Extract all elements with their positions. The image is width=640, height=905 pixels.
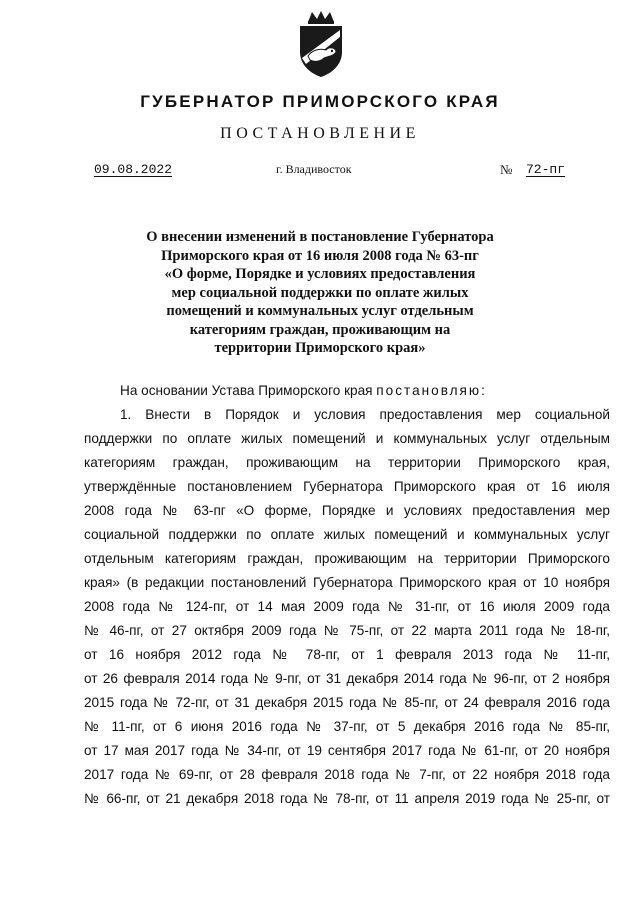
body-line: № 11-пг, от 6 июня 2016 года № 37-пг, от 5 декабря 2016 года № 85-пг, — [84, 719, 610, 734]
body-line: № 46-пг, от 27 октября 2009 года № 75-пг, от 22 марта 2011 года № 18-пг, — [84, 623, 610, 638]
body-line: отдельным категориям граждан, проживающим на территории Приморского — [84, 551, 610, 566]
org-title: ГУБЕРНАТОР ПРИМОРСКОГО КРАЯ — [140, 92, 500, 111]
body-line: поддержки по оплате жилых помещений и коммунальных услуг отдельным — [84, 431, 610, 446]
body-line: от 17 мая 2017 года № 34-пг, от 19 сентября 2017 года № 61-пг, от 20 ноября — [84, 743, 610, 758]
body-line: 2008 года № 124-пг, от 14 мая 2009 года № 31-пг, от 16 июля 2009 года — [84, 599, 610, 614]
body-line: социальной поддержки по оплате жилых помещений и коммунальных услуг — [84, 527, 610, 542]
document-date: 09.08.2022 — [94, 162, 173, 177]
body-line: 2008 года № 63-пг «О форме, Порядке и условиях предоставления мер — [84, 503, 610, 518]
body-line: категориям граждан, проживающим на территории Приморского края, — [84, 455, 610, 470]
body-line: края» (в редакции постановлений Губернатора Приморского края от 10 ноября — [84, 575, 610, 590]
number-label: № — [500, 162, 513, 177]
title-line: «О форме, Порядке и условиях предоставления — [164, 266, 476, 282]
body-line: от 26 февраля 2014 года № 9-пг, от 31 декабря 2014 года № 96-пг, от 2 ноября — [84, 671, 610, 686]
document-type: ПОСТАНОВЛЕНИЕ — [220, 125, 420, 142]
document-number: 72-пг — [526, 162, 566, 177]
coat-of-arms-icon — [294, 10, 348, 78]
body-line: от 16 ноября 2012 года № 78-пг, от 1 февраля 2013 года № 11-пг, — [84, 647, 610, 662]
document-body — [84, 379, 610, 811]
title-line: территории Приморского края» — [214, 340, 426, 356]
body-line: 2015 года № 72-пг, от 31 декабря 2015 года № 85-пг, от 24 февраля 2016 года — [84, 695, 610, 710]
document-title — [100, 228, 540, 358]
body-line: 1. Внести в Порядок и условия предоставления мер социальной — [120, 407, 610, 422]
title-line: О внесении изменений в постановление Губернатора — [146, 229, 494, 245]
basis-verb: постановляю: — [376, 383, 487, 398]
body-line: № 66-пг, от 21 декабря 2018 года № 78-пг, от 11 апреля 2019 года № 25-пг, от — [84, 791, 610, 806]
body-line: 2017 года № 69-пг, от 28 февраля 2018 года № 7-пг, от 22 ноября 2018 года — [84, 767, 610, 782]
basis-line — [84, 379, 610, 403]
basis-prefix: На основании Устава Приморского края — [120, 383, 373, 398]
title-line: категориям граждан, проживающим на — [189, 321, 451, 338]
title-line: Приморского края от 16 июля 2008 года № 63-пг — [161, 247, 479, 264]
body-line: утверждённые постановлением Губернатора Приморского края от 16 июля — [84, 479, 610, 494]
title-line: помещений и коммунальных услуг отдельным — [166, 303, 474, 319]
title-line: мер социальной поддержки по оплате жилых — [171, 284, 469, 301]
document-city: г. Владивосток — [276, 162, 352, 176]
